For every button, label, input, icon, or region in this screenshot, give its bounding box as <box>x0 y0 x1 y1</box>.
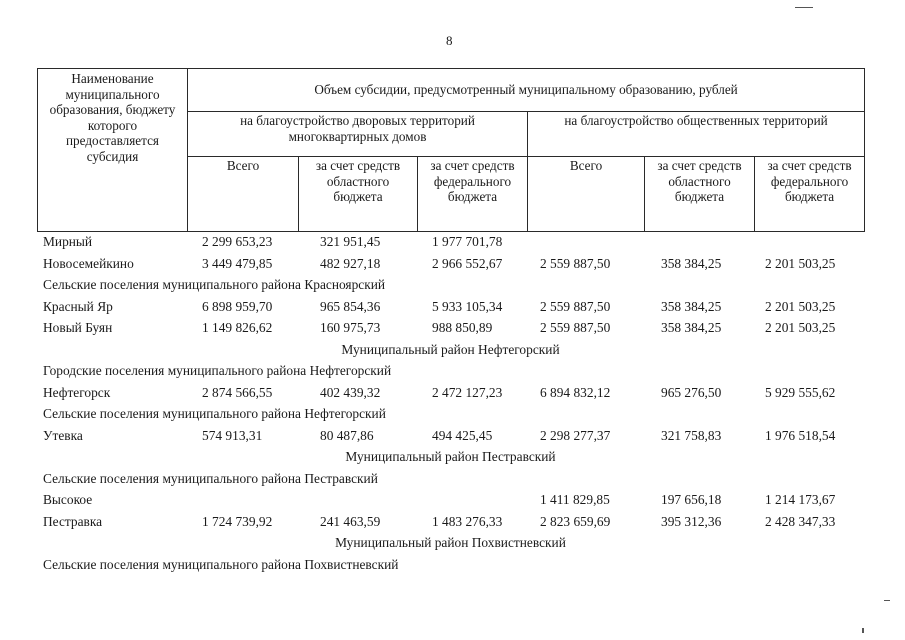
public-total-cell: 2 559 887,50 <box>540 320 611 335</box>
page-number: 8 <box>446 33 453 48</box>
section-heading-row <box>37 360 864 382</box>
public-total-cell: 2 298 277,37 <box>540 427 611 443</box>
public-regional-cell: 395 312,36 <box>661 513 722 529</box>
yards-total-cell: 574 913,31 <box>202 427 263 443</box>
municipality-name: Мирный <box>43 234 93 249</box>
public-federal-cell: 2 428 347,33 <box>765 513 836 529</box>
public-total-cell: 6 894 832,12 <box>540 384 611 400</box>
section-heading-row <box>37 554 864 576</box>
header-col-total: Всего <box>188 157 299 232</box>
yards-federal-cell: 2 472 127,23 <box>432 384 503 400</box>
yards-total-cell: 6 898 959,70 <box>202 298 273 314</box>
section-heading: Муниципальный район Пестравский <box>345 449 556 464</box>
public-total-cell: 2 559 887,50 <box>540 298 611 314</box>
yards-federal-cell: 1 483 276,33 <box>432 513 503 529</box>
subsidy-table-header <box>37 68 865 232</box>
header-col-regional-public: за счет средств областного бюджета <box>645 157 755 232</box>
yards-regional-cell: 402 439,32 <box>320 384 381 400</box>
public-total-cell: 2 559 887,50 <box>540 255 611 271</box>
yards-federal-cell: 494 425,45 <box>432 427 493 443</box>
table-row <box>37 231 864 253</box>
header-municipality-name: Наименование муниципального образования, бюджету которого предоставляется субсидия <box>38 69 188 232</box>
public-federal-cell: 2 201 503,25 <box>765 320 836 335</box>
public-total-cell: 1 411 829,85 <box>540 492 610 507</box>
table-row <box>37 511 864 533</box>
municipality-name: Нефтегорск <box>43 384 111 400</box>
public-federal-cell: 1 976 518,54 <box>765 427 836 443</box>
scan-mark <box>862 628 864 633</box>
yards-regional-cell: 80 487,86 <box>320 427 374 443</box>
yards-regional-cell: 160 975,73 <box>320 320 381 335</box>
header-col-total-public: Всего <box>528 157 645 232</box>
table-row <box>37 253 864 275</box>
table-row <box>37 425 864 447</box>
public-federal-cell: 2 201 503,25 <box>765 255 836 271</box>
section-heading-row <box>37 532 864 554</box>
public-federal-cell: 1 214 173,67 <box>765 492 836 507</box>
public-regional-cell: 358 384,25 <box>661 255 722 271</box>
header-group-yards: на благоустройство дворовых территорий многоквартирных домов <box>188 112 528 157</box>
section-heading-row <box>37 403 864 425</box>
public-federal-cell: 2 201 503,25 <box>765 298 836 314</box>
header-group-public: на благоустройство общественных территорий <box>528 112 865 157</box>
table-row <box>37 296 864 318</box>
section-heading: Сельские поселения муниципального района Нефтегорский <box>43 406 386 421</box>
section-heading: Муниципальный район Похвистневский <box>335 535 566 550</box>
section-heading: Сельские поселения муниципального района Похвистневский <box>43 556 399 572</box>
yards-regional-cell: 482 927,18 <box>320 255 381 271</box>
yards-federal-cell: 1 977 701,78 <box>432 234 503 249</box>
municipality-name: Красный Яр <box>43 298 113 314</box>
yards-regional-cell: 965 854,36 <box>320 298 381 314</box>
subsidy-table-body <box>37 231 864 575</box>
municipality-name: Пестравка <box>43 513 103 529</box>
header-col-federal-public: за счет средств федерального бюджета <box>755 157 865 232</box>
municipality-name: Высокое <box>43 492 93 507</box>
section-heading: Сельские поселения муниципального района Красноярский <box>43 277 386 292</box>
public-total-cell: 2 823 659,69 <box>540 513 611 529</box>
public-federal-cell: 5 929 555,62 <box>765 384 836 400</box>
yards-total-cell: 1 724 739,92 <box>202 513 273 529</box>
yards-federal-cell: 2 966 552,67 <box>432 255 503 271</box>
section-heading-row <box>37 468 864 490</box>
table-row <box>37 317 864 339</box>
yards-total-cell: 2 299 653,23 <box>202 234 273 249</box>
section-heading: Муниципальный район Нефтегорский <box>341 341 560 357</box>
yards-federal-cell: 5 933 105,34 <box>432 298 503 314</box>
yards-total-cell: 2 874 566,55 <box>202 384 273 400</box>
public-regional-cell: 321 758,83 <box>661 427 722 443</box>
section-heading: Городские поселения муниципального района Нефтегорский <box>43 363 392 378</box>
yards-total-cell: 3 449 479,85 <box>202 255 273 271</box>
yards-federal-cell: 988 850,89 <box>432 320 493 335</box>
section-heading-row <box>37 446 864 468</box>
section-heading-row <box>37 274 864 296</box>
municipality-name: Утевка <box>43 427 83 443</box>
yards-regional-cell: 321 951,45 <box>320 234 381 249</box>
public-regional-cell: 358 384,25 <box>661 298 722 314</box>
scan-mark <box>884 600 890 601</box>
header-col-federal: за счет средств федерального бюджета <box>418 157 528 232</box>
header-col-regional: за счет средств областного бюджета <box>299 157 418 232</box>
municipality-name: Новосемейкино <box>43 255 134 271</box>
public-regional-cell: 358 384,25 <box>661 320 722 335</box>
section-heading: Сельские поселения муниципального района Пестравский <box>43 470 378 486</box>
table-row <box>37 382 864 404</box>
table-row <box>37 489 864 511</box>
scan-mark <box>795 7 813 8</box>
header-volume-title: Объем субсидии, предусмотренный муниципальному образованию, рублей <box>188 69 865 112</box>
section-heading-row <box>37 339 864 361</box>
municipality-name: Новый Буян <box>43 320 113 335</box>
public-regional-cell: 197 656,18 <box>661 492 722 507</box>
yards-regional-cell: 241 463,59 <box>320 513 381 529</box>
public-regional-cell: 965 276,50 <box>661 384 722 400</box>
yards-total-cell: 1 149 826,62 <box>202 320 273 335</box>
